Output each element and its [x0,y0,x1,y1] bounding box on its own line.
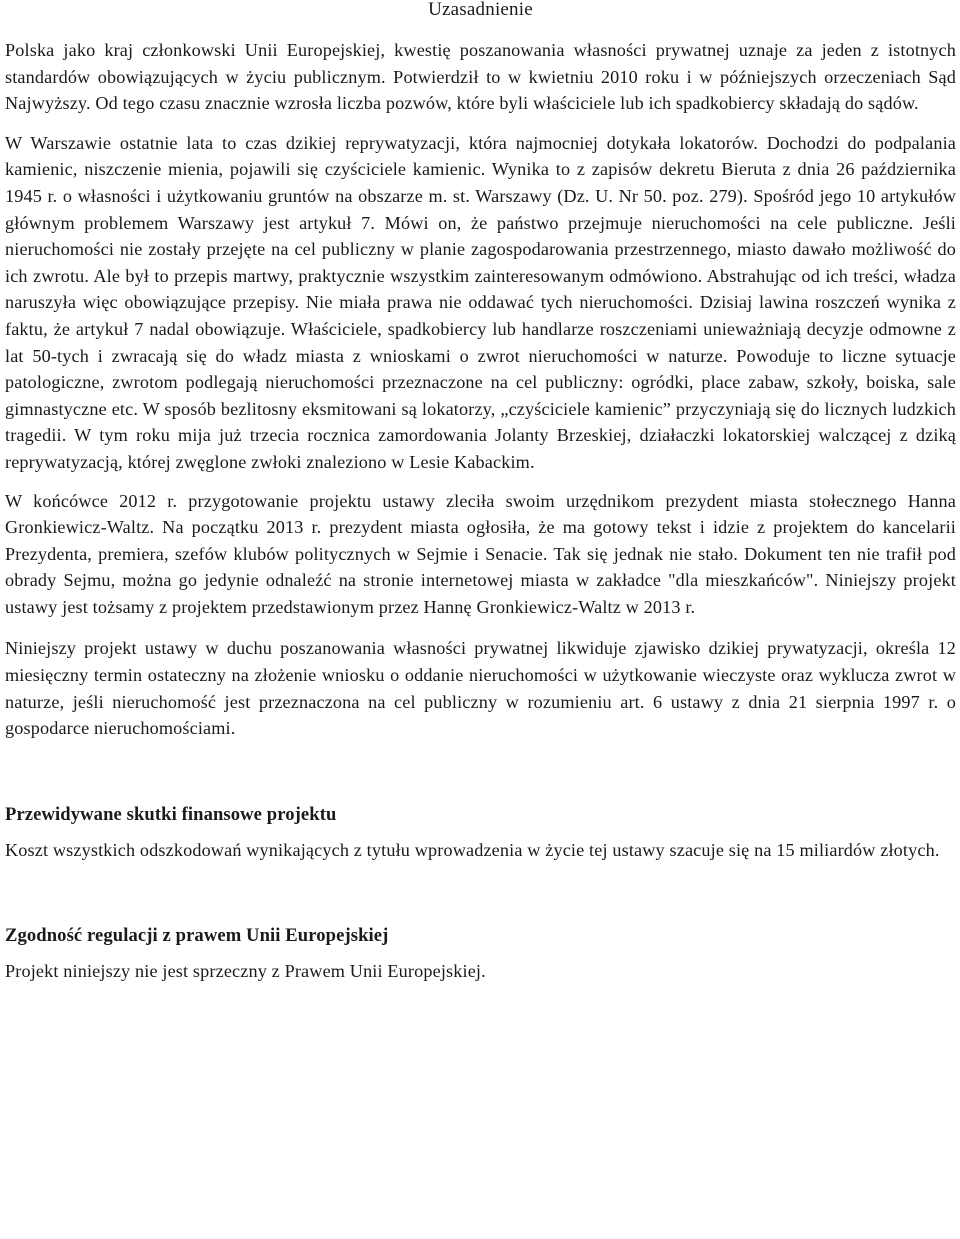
document-title: Uzasadnienie [428,0,533,20]
section-body-financial-effects: Koszt wszystkich odszkodowań wynikających z tytułu wprowadzenia w życie tej ustawy szacuje się na 15 miliardów złotych. [5,839,940,860]
document-page [5,0,956,985]
section-heading-eu-compliance: Zgodność regulacji z prawem Unii Europejskiej [5,925,389,947]
paragraph-current-project: Niniejszy projekt ustawy w duchu poszanowania własności prywatnej likwiduje zjawisko dzikiej prywatyzacji, określa 12 miesięczny termin ostateczny na złożenie wniosku o oddanie nieruchomości w użytkowanie wieczyste oraz wyklucza zwrot w naturze, jeśli nieruchomość jest przeznaczona na cel publiczny w rozumieniu art. 6 ustawy z dnia 21 sierpnia 1997 r. o gospodarce nieruchomościami. [5,638,956,739]
paragraph-2012-project: W końcówce 2012 r. przygotowanie projektu ustawy zleciła swoim urzędnikom prezydent miasta stołecznego Hanna Gronkiewicz-Waltz. Na początku 2013 r. prezydent miasta ogłosiła, że ma gotowy tekst i idzie z projektem do kancelarii Prezydenta, premiera, szefów klubów politycznych w Sejmie i Senacie. Tak się jednak nie stało. Dokument ten nie trafił pod obrady Sejmu, można go jedynie odnaleźć na stronie internetowej miasta w zakładce "dla mieszkańców". Niniejszy projekt ustawy jest tożsamy z projektem przedstawionym przez Hannę Gronkiewicz-Waltz w 2013 r. [5,490,956,617]
paragraph-warsaw-reprivatization: W Warszawie ostatnie lata to czas dzikiej reprywatyzacji, która najmocniej dotykała lokatorów. Dochodzi do podpalania kamienic, niszczenie mienia, pojawili się czyściciele kamienic. Wynika to z zapisów dekretu Bieruta z dnia 26 października 1945 r. o własności i użytkowaniu gruntów na obszarze m. st. Warszawy (Dz. U. Nr 50. poz. 279). Spośród jego 10 artykułów głównym problemem Warszawy jest artykuł 7. Mówi on, że państwo przejmuje nieruchomości na cele publiczne. Jeśli nieruchomości nie zostały przejęte na cel publiczny w planie zagospodarowania przestrzennego, miasto dawało możliwość do ich zwrotu. Ale był to przepis martwy, praktycznie wszystkim zainteresowanym odmówiono. Abstrahując od ich treści, władza naruszyła więc obowiązujące przepisy. Nie miała prawa nie oddawać tych nieruchomości. Dzisiaj lawina roszczeń wynika z faktu, że artykuł 7 nadal obowiązuje. Właściciele, spadkobiercy lub handlarze roszczeniami unieważniają decyzje odmowne z lat 50-tych i zwracają się do władz miasta z wnioskami o zwrot nieruchomości w naturze. Powoduje to liczne sytuacje patologiczne, zwrotom podlegają nieruchomości przeznaczone na cel publiczny: ogródki, place zabaw, szkoły, boiska, sale gimnastyczne etc. W sposób bezlitosny eksmitowani są lokatorzy, „czyściciele kamienic” przyczyniają się do licznych ludzkich tragedii. W tym roku mija już trzecia rocznica zamordowania Jolanty Brzeskiej, działaczki lokatorskiej walczącej z dziką reprywatyzacją, której zwęglone zwłoki znaleziono w Lesie Kabackim. [5,132,956,472]
paragraph-intro: Polska jako kraj członkowski Unii Europejskiej, kwestię poszanowania własności prywatnej uznaje za jeden z istotnych standardów obowiązujących w życiu publicznym. Potwierdził to w kwietniu 2010 roku i w późniejszych orzeczeniach Sąd Najwyższy. Od tego czasu znacznie wzrosła liczba pozwów, które byli właściciele lub ich spadkobiercy składają do sądów. [5,40,956,114]
section-heading-financial-effects: Przewidywane skutki finansowe projektu [5,803,337,825]
section-body-eu-compliance: Projekt niniejszy nie jest sprzeczny z Prawem Unii Europejskiej. [5,961,486,982]
